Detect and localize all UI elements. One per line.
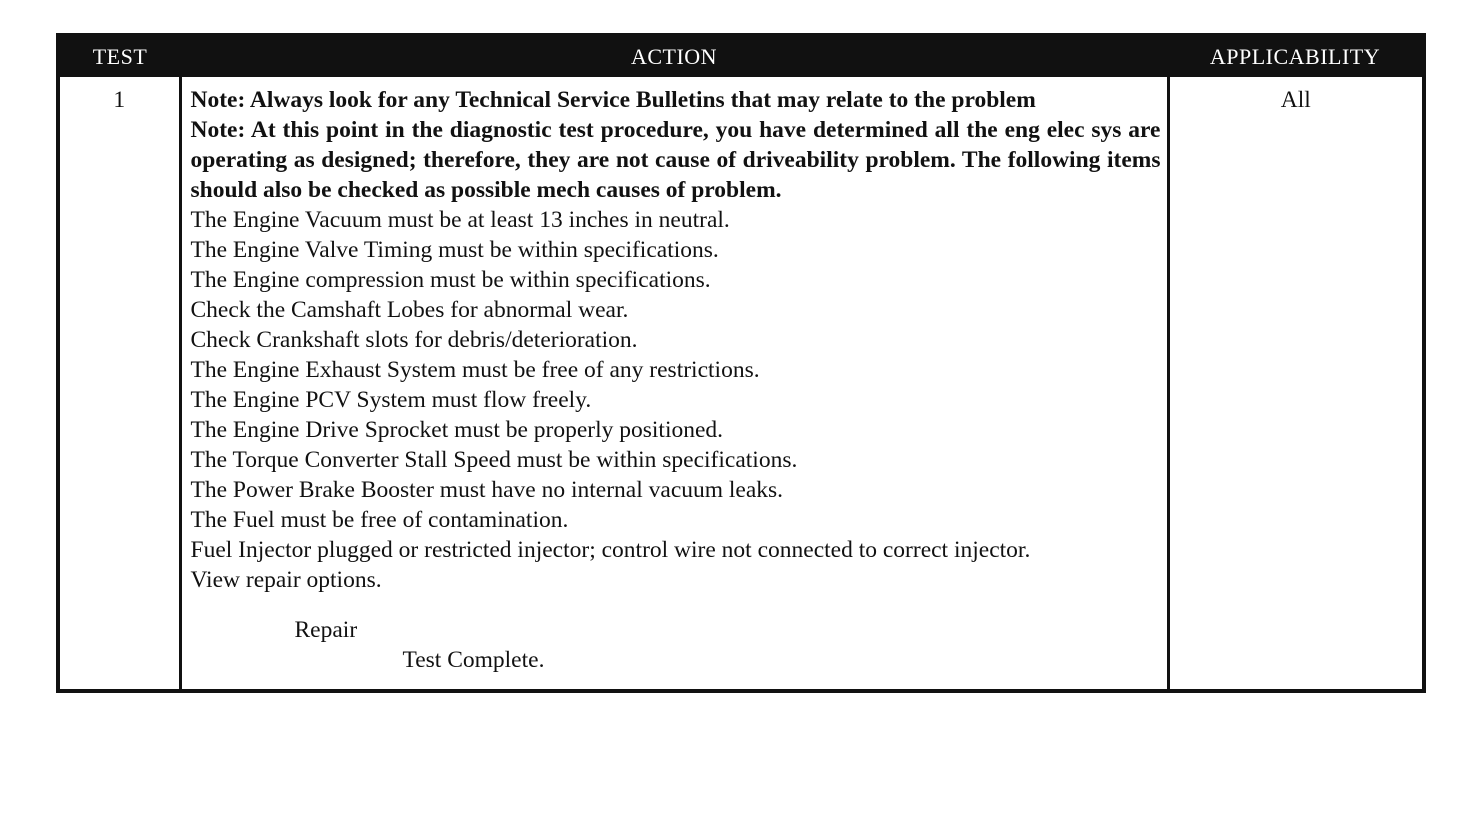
header-test: TEST — [58, 35, 180, 77]
view-repair-options: View repair options. — [190, 567, 382, 593]
check-item: The Engine PCV System must flow freely. — [190, 387, 592, 413]
check-item: The Engine Vacuum must be at least 13 inches in neutral. — [190, 207, 730, 233]
note-diagnostic: Note: At this point in the diagnostic test procedure, you have determined all the eng elec sys are operating as designed; therefore, they are not cause of driveability problem. The following items should also be checked as possible mech causes of problem. — [190, 117, 1161, 203]
check-item: The Engine Valve Timing must be within specifications. — [190, 237, 719, 263]
test-number: 1 — [113, 87, 126, 113]
header-action: ACTION — [180, 35, 1168, 77]
repair-block — [191, 615, 1161, 675]
action-cell — [180, 77, 1168, 691]
test-complete-label: Test Complete. — [402, 647, 545, 673]
table-body — [58, 77, 1424, 691]
header-row — [58, 35, 1424, 77]
check-item: The Engine compression must be within specifications. — [190, 267, 711, 293]
check-item: The Power Brake Booster must have no internal vacuum leaks. — [190, 477, 784, 503]
check-item: Fuel Injector plugged or restricted injector; control wire not connected to correct injector. — [190, 537, 1031, 563]
repair-label: Repair — [294, 617, 358, 643]
check-item: The Engine Exhaust System must be free of any restrictions. — [190, 357, 760, 383]
check-item: The Engine Drive Sprocket must be properly positioned. — [190, 417, 724, 443]
table-header — [58, 35, 1424, 77]
applicability-value: All — [1168, 77, 1424, 691]
check-item: Check Crankshaft slots for debris/deterioration. — [190, 327, 638, 353]
check-item: Check the Camshaft Lobes for abnormal wear. — [190, 297, 629, 323]
diagnostic-test-table — [56, 33, 1426, 693]
note-tsb: Note: Always look for any Technical Service Bulletins that may relate to the problem — [190, 87, 1036, 113]
check-item: The Fuel must be free of contamination. — [190, 507, 569, 533]
check-item: The Torque Converter Stall Speed must be within specifications. — [190, 447, 798, 473]
table-row — [58, 77, 1424, 691]
header-applicability: APPLICABILITY — [1168, 35, 1424, 77]
